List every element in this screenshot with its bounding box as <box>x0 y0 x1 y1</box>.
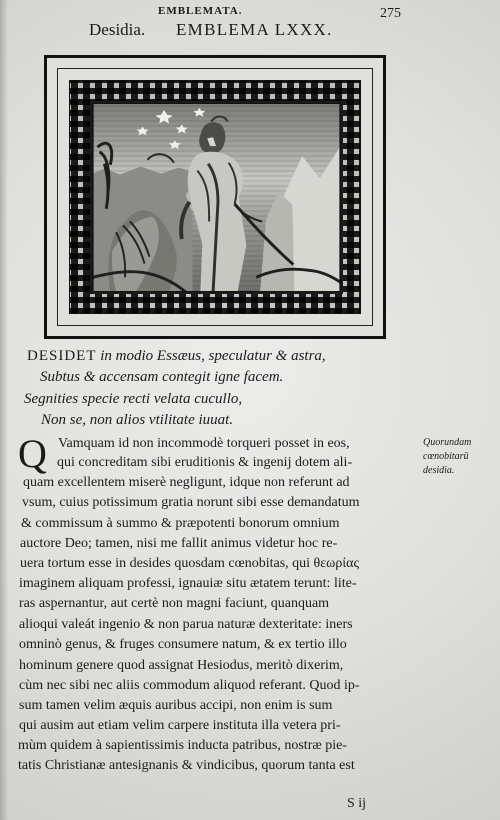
verse-line-2: Subtus & accensam contegit igne facem. <box>40 369 284 385</box>
verse-lead-word: DESIDET <box>27 348 97 364</box>
body-line: vsum, cuius potissimum gratia norunt sibi esse demandatum <box>22 495 360 510</box>
margin-note <box>423 436 495 478</box>
body-line: alioqui valeát ingenio & non parua naturæ dexteritate: iners <box>19 617 353 632</box>
verse-line-3: Segnities specie recti velata cucullo, <box>24 391 243 407</box>
body-line: mùm quidem à sapientissimis inducta patribus, nostræ pie- <box>18 738 347 753</box>
emblem-number: EMBLEMA LXXX. <box>176 20 333 39</box>
emblem-topic: Desidia. <box>89 20 146 39</box>
body-line: auctore Deo; tamen, nisi me fallit animus videtur hoc re- <box>20 536 338 551</box>
body-line: sum tamen velim æquis auribus accipi, non enim is sum <box>19 698 333 713</box>
emblem-illustration <box>90 101 343 294</box>
body-line: ras aspernantur, aut certè non magni faciunt, quanquam <box>19 596 330 611</box>
body-line: qui concreditam sibi eruditionis & ingenij dotem ali- <box>57 455 353 470</box>
drop-cap: Q <box>18 431 47 476</box>
body-line: omninò genus, & fruges consumere natum, & ex tertio illo <box>19 637 347 652</box>
running-head: EMBLEMATA. <box>158 5 243 17</box>
body-line: imaginem aliquam professi, ignauiæ situ ætatem terunt: lite- <box>19 576 357 591</box>
margin-note-line: Quorundam <box>423 437 472 448</box>
page-number: 275 <box>380 6 401 21</box>
body-line: uera tortum esse in desides quosdam cœnobitas, qui θεωρίας <box>20 556 359 571</box>
body-line: tatis Christianæ antesignanis & vindicibus, quorum tanta est <box>18 758 355 773</box>
body-line: hominum genere quod assignat Hesiodus, meritò dixerim, <box>19 658 344 673</box>
verse-line-4: Non se, non alios vtilitate iuuat. <box>41 412 234 428</box>
verse-line-1-rest: in modio Essæus, speculatur & astra, <box>96 348 326 364</box>
body-line: & commissum à summo & præpotenti bonorum omnium <box>21 516 340 531</box>
signature-mark: S ij <box>347 796 367 811</box>
body-line: cùm nec sibi nec aliis commodum aliquod referant. Quod ip- <box>19 678 360 693</box>
body-line: quam excellentem miserè negligunt, idque non referunt ad <box>23 475 350 490</box>
margin-note-line: desidia. <box>423 465 455 476</box>
binding-shadow <box>0 0 8 820</box>
body-line: Vamquam id non incommodè torqueri posset in eos, <box>58 436 350 451</box>
margin-note-line: cœnobitarū <box>423 451 469 462</box>
body-line: qui ausim aut etiam velim carpere instituta illa vetera pri- <box>19 718 341 733</box>
verse-line-1 <box>27 348 326 365</box>
emblem-engraving <box>92 103 341 292</box>
